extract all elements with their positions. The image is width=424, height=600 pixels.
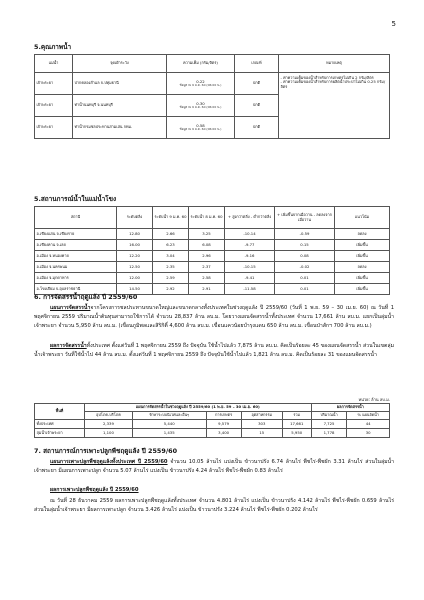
crop-heading: 7. สถานการณ์การเพาะปลูกพืชฤดูแล้ง ปี 2559/60 bbox=[34, 447, 178, 455]
crop-result-label: ผลการเพาะปลูกพืชฤดูแล้ง ปี 2559/60 bbox=[50, 487, 139, 493]
level-9: 3.04 bbox=[153, 251, 189, 262]
col-consumption: อุปโภค-บริโภค bbox=[85, 412, 133, 420]
trend: เพิ่มขึ้น bbox=[335, 251, 390, 262]
river: เจ้าพระยา bbox=[35, 73, 73, 95]
area: ลุ่มน้ำเจ้าพระยา bbox=[35, 429, 85, 438]
diff-bank: -9.77 bbox=[225, 240, 275, 251]
salinity: 0.22 ข้อมูล ณ 9 ม.ค. 60 (06:00 น.) bbox=[167, 73, 235, 95]
level-8: 3.25 bbox=[189, 229, 225, 240]
col-diff-yesterday: + เพิ่มขึ้นจากเมื่อวาน - ลดลงจากเมื่อวาน bbox=[275, 207, 335, 229]
page-number: 5 bbox=[391, 20, 396, 28]
station: อ.เมือง จ.นครพนม bbox=[35, 262, 117, 273]
percent: 30 bbox=[347, 429, 390, 438]
table-row bbox=[35, 251, 390, 262]
table-row bbox=[35, 262, 390, 273]
trend: เพิ่มขึ้น bbox=[335, 273, 390, 284]
bank-level: 12.80 bbox=[117, 229, 153, 240]
diff-yesterday: 0.15 bbox=[275, 240, 335, 251]
point: ท่าน้ำนนทบุรี จ.นนทบุรี bbox=[73, 95, 167, 117]
diff-yesterday: -0.59 bbox=[275, 229, 335, 240]
agriculture: 9,579 bbox=[206, 420, 241, 429]
diff-yesterday: -0.02 bbox=[275, 262, 335, 273]
table-row bbox=[35, 229, 390, 240]
col-point: จุดเฝ้าระวัง bbox=[73, 55, 167, 73]
level-9: 2.92 bbox=[153, 284, 189, 295]
table-row bbox=[35, 429, 390, 438]
level-8: 2.37 bbox=[189, 262, 225, 273]
water-quality-table bbox=[34, 54, 390, 139]
col-plan: แผนการจัดสรรน้ำในช่วงฤดูแล้ง ปี 2559/60 (1 พ.ย. 59 – 30 เม.ย. 60) bbox=[85, 404, 312, 412]
level-9: 2.59 bbox=[153, 273, 189, 284]
agriculture: 3,400 bbox=[206, 429, 241, 438]
diff-yesterday: 0.01 bbox=[275, 284, 335, 295]
river: เจ้าพระยา bbox=[35, 117, 73, 139]
volume: 7,725 bbox=[311, 420, 347, 429]
col-level-9: ระดับน้ำ 9 ม.ค. 60 bbox=[153, 207, 189, 229]
mekong-heading: 5.สถานการณ์น้ำในแม่น้ำโขง bbox=[34, 195, 117, 203]
bank-level: 16.00 bbox=[117, 240, 153, 251]
allocation-heading: 6. การจัดสรรน้ำฤดูแล้ง ปี 2559/60 bbox=[34, 293, 138, 301]
crop-plan-paragraph: แผนการเพาะปลูกพืชฤดูแล้งทั้งประเทศ ปี 2559/60 จำนวน 10.05 ล้านไร่ แบ่งเป็น ข้าวนาปรัง 6.74 ล้านไร่ พืชไร่-พืชผัก 3.31 ล้านไร่ ส่วนในลุ่มน้ำเจ้าพระยา มีแผนการเพาะปลูก จำนวน 5.07 ล้านไร่ แบ่งเป็น ข้าวนาปรัง 4.24 ล้านไร่ พืชไร่-พืชผัก 0.83 ล้านไร่ bbox=[34, 459, 395, 474]
diff-bank: -10.15 bbox=[225, 262, 275, 273]
level-8: 2.96 bbox=[189, 251, 225, 262]
total: 17,661 bbox=[282, 420, 311, 429]
col-station: สถานี bbox=[35, 207, 117, 229]
bank-level: 12.50 bbox=[117, 262, 153, 273]
col-diff-bank: + สูงกว่าตลิ่ง - ต่ำกว่าตลิ่ง bbox=[225, 207, 275, 229]
river: เจ้าพระยา bbox=[35, 95, 73, 117]
col-criteria: เกณฑ์ bbox=[235, 55, 279, 73]
crop-result-paragraph: ณ วันที่ 28 ธันวาคม 2559 ผลการเพาะปลูกพืชฤดูแล้งทั้งประเทศ จำนวน 4.801 ล้านไร่ แบ่งเป็น ข้าวนาปรัง 4.142 ล้านไร่ พืชไร่-พืชผัก 0.659 ล้านไร่ ส่วนในลุ่มน้ำเจ้าพระยา มีผลการเพาะปลูก จำนวน 3.426 ล้านไร่ แบ่งเป็น ข้าวนาปรัง 3.224 ล้านไร่ พืชไร่-พืชผัก 0.202 ล้านไร่ bbox=[34, 498, 394, 513]
col-bank: ระดับตลิ่ง bbox=[117, 207, 153, 229]
station: อ.เชียงแสน จ.เชียงราย bbox=[35, 229, 117, 240]
col-area: พื้นที่ bbox=[35, 404, 85, 420]
level-8: 2.91 bbox=[189, 284, 225, 295]
col-remark: หมายเหตุ bbox=[279, 55, 390, 73]
table-row bbox=[35, 420, 390, 429]
trend: เพิ่มขึ้น bbox=[335, 284, 390, 295]
level-9: 2.35 bbox=[153, 262, 189, 273]
table-row bbox=[35, 273, 390, 284]
col-result: ผลการจัดสรรน้ำ bbox=[311, 404, 389, 412]
col-agriculture: การเกษตร bbox=[206, 412, 241, 420]
allocation-table bbox=[34, 403, 390, 438]
col-level-8: ระดับน้ำ 8 ม.ค. 60 bbox=[189, 207, 225, 229]
level-9: 6.23 bbox=[153, 240, 189, 251]
allocation-plan-paragraph: แผนการจัดสรรน้ำจากโครงการชลประทานขนาดใหญ่และขนาดกลางทั้งประเทศในช่วงฤดูแล้ง ปี 2559/60 (วันที่ 1 พ.ย. 59 – 30 เม.ย. 60) ณ วันที่ 1 พฤศจิกายน 2559 ปริมาณน้ำต้นทุนสามารถใช้การได้ จำนวน 28,837 ล้าน ลบ.ม. โดยวางแผนจัดสรรน้ำทั้งประเทศ จำนวน 17,661 ล้าน ลบ.ม. แยกเป็นลุ่มน้ำเจ้าพระยา จำนวน 5,950 ล้าน ลบ.ม. (เขื่อนภูมิพลและสิริกิติ์ 4,600 ล้าน ลบ.ม. เขื่อนแควน้อยบำรุงแดน 650 ล้าน ลบ.ม. เขื่อนป่าสักฯ 700 ล้าน ลบ.ม.) bbox=[34, 305, 394, 329]
diff-bank: -10.14 bbox=[225, 229, 275, 240]
ecology: 5,440 bbox=[132, 420, 206, 429]
consumption: 1,100 bbox=[85, 429, 133, 438]
salinity: 0.58 ข้อมูล ณ 9 ม.ค. 60 (06:00 น.) bbox=[167, 117, 235, 139]
consumption: 2,339 bbox=[85, 420, 133, 429]
station: อ.โขงเจียม จ.อุบลราชธานี bbox=[35, 284, 117, 295]
level-8: 6.08 bbox=[189, 240, 225, 251]
diff-yesterday: 0.01 bbox=[275, 273, 335, 284]
allocation-result-paragraph: ผลการจัดสรรน้ำทั้งประเทศ ตั้งแต่วันที่ 1 พฤศจิกายน 2559 ถึง ปัจจุบัน ใช้น้ำไปแล้ว 7,875 ล้าน ลบ.ม. คิดเป็นร้อยละ 45 ของแผนจัดสรรน้ำ ส่วนในเขตลุ่มน้ำเจ้าพระยา วันที่ใช้น้ำไป 44 ล้าน ลบ.ม. ตั้งแต่วันที่ 1 พฤศจิกายน 2559 ถึง ปัจจุบันใช้น้ำไปแล้ว 1,821 ล้าน ลบ.ม. คิดเป็นร้อยละ 31 ของแผนจัดสรรน้ำ bbox=[34, 343, 394, 358]
station: อ.เมือง จ.หนองคาย bbox=[35, 251, 117, 262]
level-9: 2.66 bbox=[153, 229, 189, 240]
col-percent: % แผนจัดน้ำ bbox=[347, 412, 390, 420]
col-volume: ปริมาณน้ำ bbox=[311, 412, 347, 420]
trend: เพิ่มขึ้น bbox=[335, 240, 390, 251]
area: ทั้งประเทศ bbox=[35, 420, 85, 429]
diff-yesterday: 0.08 bbox=[275, 251, 335, 262]
diff-bank: -11.58 bbox=[225, 284, 275, 295]
criteria: ปกติ bbox=[235, 117, 279, 139]
col-salinity: ความเค็ม (กรัม/ลิตร) bbox=[167, 55, 235, 73]
unit-note: หน่วย: ล้าน ลบ.ม. bbox=[358, 397, 390, 402]
total: 5,950 bbox=[282, 429, 311, 438]
table-row bbox=[35, 73, 390, 95]
bank-level: 14.50 bbox=[117, 284, 153, 295]
criteria: ปกติ bbox=[235, 95, 279, 117]
industry: 303 bbox=[241, 420, 282, 429]
point: ปากคลองสำแล จ.ปทุมธานี bbox=[73, 73, 167, 95]
col-industry: อุตสาหกรรม bbox=[241, 412, 282, 420]
water-quality-heading: 5.คุณภาพน้ำ bbox=[34, 43, 72, 51]
bank-level: 12.20 bbox=[117, 251, 153, 262]
trend: ลดลง bbox=[335, 229, 390, 240]
diff-bank: -9.41 bbox=[225, 273, 275, 284]
station: อ.เชียงคาน จ.เลย bbox=[35, 240, 117, 251]
percent: 44 bbox=[347, 420, 390, 429]
volume: 1,778 bbox=[311, 429, 347, 438]
col-total: รวม bbox=[282, 412, 311, 420]
remarks: - ค่าความเค็มของน้ำสำหรับการเกษตรไม่เกิน 2 กรัม/ลิตร - ค่าความเค็มของน้ำสำหรับการผลิตน้ำประปาไม่เกิน 0.25 กรัม/ลิตร bbox=[279, 73, 390, 139]
trend: ลดลง bbox=[335, 262, 390, 273]
ecology: 1,435 bbox=[132, 429, 206, 438]
salinity: 0.30 ข้อมูล ณ 9 ม.ค. 60 (06:00 น.) bbox=[167, 95, 235, 117]
criteria: ปกติ bbox=[235, 73, 279, 95]
point: ท่าน้ำกรมชลประทานสามเสน กทม. bbox=[73, 117, 167, 139]
mekong-table bbox=[34, 206, 390, 295]
diff-bank: -9.16 bbox=[225, 251, 275, 262]
col-trend: แนวโน้ม bbox=[335, 207, 390, 229]
table-row bbox=[35, 240, 390, 251]
industry: 15 bbox=[241, 429, 282, 438]
col-river: แม่น้ำ bbox=[35, 55, 73, 73]
level-8: 2.58 bbox=[189, 273, 225, 284]
station: อ.เมือง จ.มุกดาหาร bbox=[35, 273, 117, 284]
col-ecology: รักษาระบบนิเวศและอื่นๆ bbox=[132, 412, 206, 420]
bank-level: 12.00 bbox=[117, 273, 153, 284]
